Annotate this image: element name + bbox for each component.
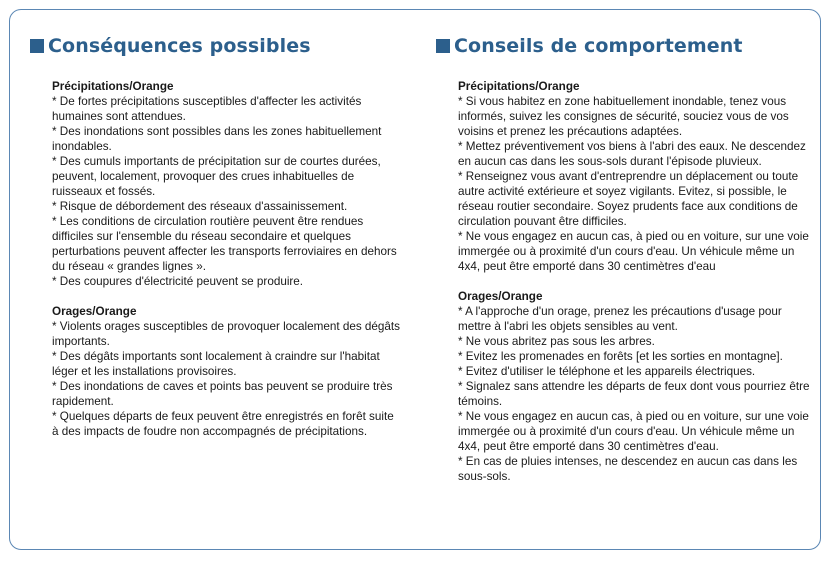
consequences-content	[52, 79, 402, 439]
list-item: * Les conditions de circulation routière peuvent être rendues difficiles sur l'ensemble du réseau secondaire et quelques perturbations peuvent affecter les transports ferroviaires en dehors du réseau « grandes lignes ».	[52, 215, 397, 273]
square-bullet-icon	[436, 39, 450, 53]
list-item: * Des coupures d'électricité peuvent se produire.	[52, 275, 304, 288]
list-item: * Des inondations sont possibles dans les zones habituellement inondables.	[52, 125, 382, 153]
list-item: * Violents orages susceptibles de provoquer localement des dégâts importants.	[52, 320, 401, 348]
conseils-content	[458, 79, 816, 484]
list-item: * Des cumuls importants de précipitation sur de courtes durées, peuvent, localement, provoquer des crues inhabituelles de ruisseaux et fossés.	[52, 155, 381, 198]
conseils-column	[436, 34, 816, 499]
square-bullet-icon	[30, 39, 44, 53]
list-item: * En cas de pluies intenses, ne descendez en aucun cas dans les sous-sols.	[458, 455, 798, 483]
conseils-section-precipitations	[458, 79, 816, 274]
list-item: * Quelques départs de feux peuvent être enregistrés en forêt suite à des impacts de foudre non accompagnés de précipitations.	[52, 410, 394, 438]
list-item: * Renseignez vous avant d'entreprendre un déplacement ou toute autre activité extérieure et soyez vigilants. Evitez, si possible, le réseau routier secondaire. Soyez prudents face aux conditions de circulation pouvant être difficiles.	[458, 170, 799, 228]
list-item: * De fortes précipitations susceptibles d'affecter les activités humaines sont attendues.	[52, 95, 362, 123]
list-item: * Si vous habitez en zone habituellement inondable, tenez vous informés, suivez les consignes de sécurité, souciez vous de vos voisins et prenez les précautions adaptées.	[458, 95, 789, 138]
list-item: * A l'approche d'un orage, prenez les précautions d'usage pour mettre à l'abri les objets sensibles au vent.	[458, 305, 782, 333]
list-item: * Ne vous abritez pas sous les arbres.	[458, 335, 655, 348]
vigilance-panel	[9, 9, 821, 550]
list-item: * Evitez d'utiliser le téléphone et les appareils électriques.	[458, 365, 756, 378]
list-item: * Ne vous engagez en aucun cas, à pied ou en voiture, sur une voie immergée ou à proximité d'un cours d'eau. Un véhicule même un 4x4, peut être emporté dans 30 centimètres d'eau.	[458, 410, 809, 453]
list-item: * Risque de débordement des réseaux d'assainissement.	[52, 200, 348, 213]
list-item: * Des inondations de caves et points bas peuvent se produire très rapidement.	[52, 380, 393, 408]
consequences-section-precipitations	[52, 79, 402, 289]
section-title: Précipitations/Orange	[458, 80, 580, 93]
list-item: * Ne vous engagez en aucun cas, à pied ou en voiture, sur une voie immergée ou à proximité d'un cours d'eau. Un véhicule même un 4x4, peut être emporté dans 30 centimètres d'eau	[458, 230, 809, 273]
list-item: * Des dégâts importants sont localement à craindre sur l'habitat léger et les installations provisoires.	[52, 350, 380, 378]
list-item: * Evitez les promenades en forêts [et les sorties en montagne].	[458, 350, 783, 363]
section-title: Précipitations/Orange	[52, 80, 174, 93]
section-title: Orages/Orange	[52, 305, 137, 318]
section-title: Orages/Orange	[458, 290, 543, 303]
list-item: * Signalez sans attendre les départs de feux dont vous pourriez être témoins.	[458, 380, 810, 408]
consequences-section-orages	[52, 304, 402, 439]
consequences-title: Conséquences possibles	[48, 35, 311, 57]
conseils-heading	[436, 34, 816, 58]
consequences-column	[30, 34, 402, 454]
list-item: * Mettez préventivement vos biens à l'abri des eaux. Ne descendez en aucun cas dans les sous-sols durant l'épisode pluvieux.	[458, 140, 806, 168]
conseils-title: Conseils de comportement	[454, 35, 743, 57]
consequences-heading	[30, 34, 402, 58]
conseils-section-orages	[458, 289, 816, 484]
